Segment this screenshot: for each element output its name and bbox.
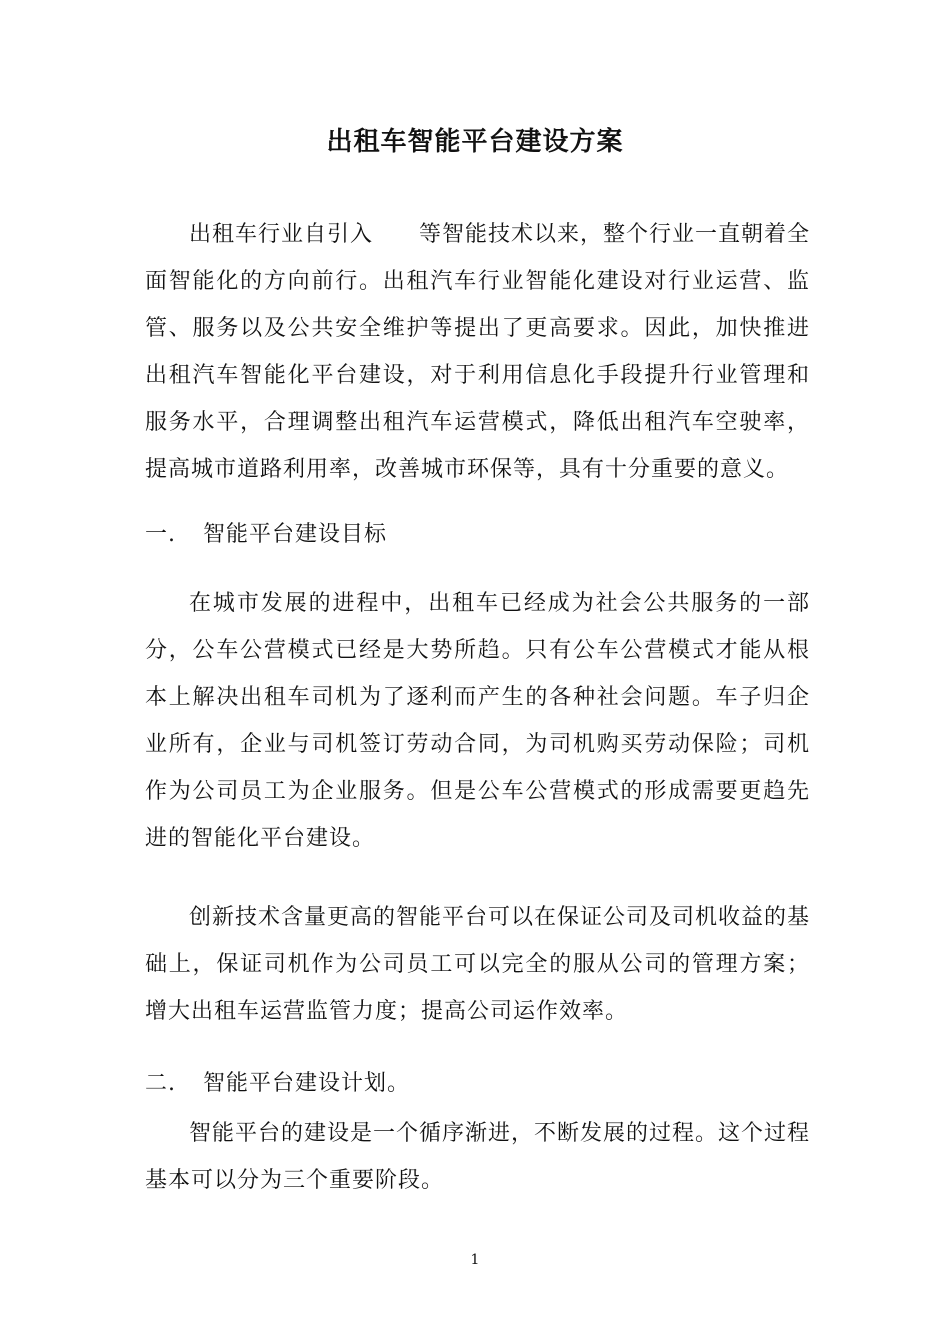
section-number: 二. [145,1071,176,1096]
section-heading-plan [145,1060,810,1107]
goals-paragraph-1: 在城市发展的进程中，出租车已经成为社会公共服务的一部分，公车公营模式已经是大势所趋。只有公车公营模式才能从根本上解决出租车司机为了逐利而产生的各种社会问题。车子归企业所有，企业与司机签订劳动合同，为司机购买劳动保险；司机作为公司员工为企业服务。但是公车公营模式的形成需要更趋先进的智能化平台建设。 [145,591,810,851]
section-number: 一. [145,522,176,547]
goals-paragraph-2: 创新技术含量更高的智能平台可以在保证公司及司机收益的基础上，保证司机作为公司员工可以完全的服从公司的管理方案；增大出租车运营监管力度；提高公司运作效率。 [145,905,811,1024]
plan-paragraph-1: 智能平台的建设是一个循序渐进，不断发展的过程。这个过程基本可以分为三个重要阶段。 [145,1121,811,1193]
page-number: 1 [470,1252,480,1268]
section-title: 智能平台建设计划。 [203,1071,411,1096]
document-title: 出租车智能平台建设方案 [326,127,624,157]
intro-paragraph: 出租车行业自引入 等智能技术以来，整个行业一直朝着全面智能化的方向前行。出租汽车行业智能化建设对行业运营、监管、服务以及公共安全维护等提出了更高要求。因此，加快推进出租汽车智能化平台建设，对于利用信息化手段提升行业管理和服务水平，合理调整出租汽车运营模式，降低出租汽车空驶率，提高城市道路利用率，改善城市环保等，具有十分重要的意义。 [145,222,811,482]
section-title: 智能平台建设目标 [203,522,388,547]
section-heading-goals [145,511,810,558]
